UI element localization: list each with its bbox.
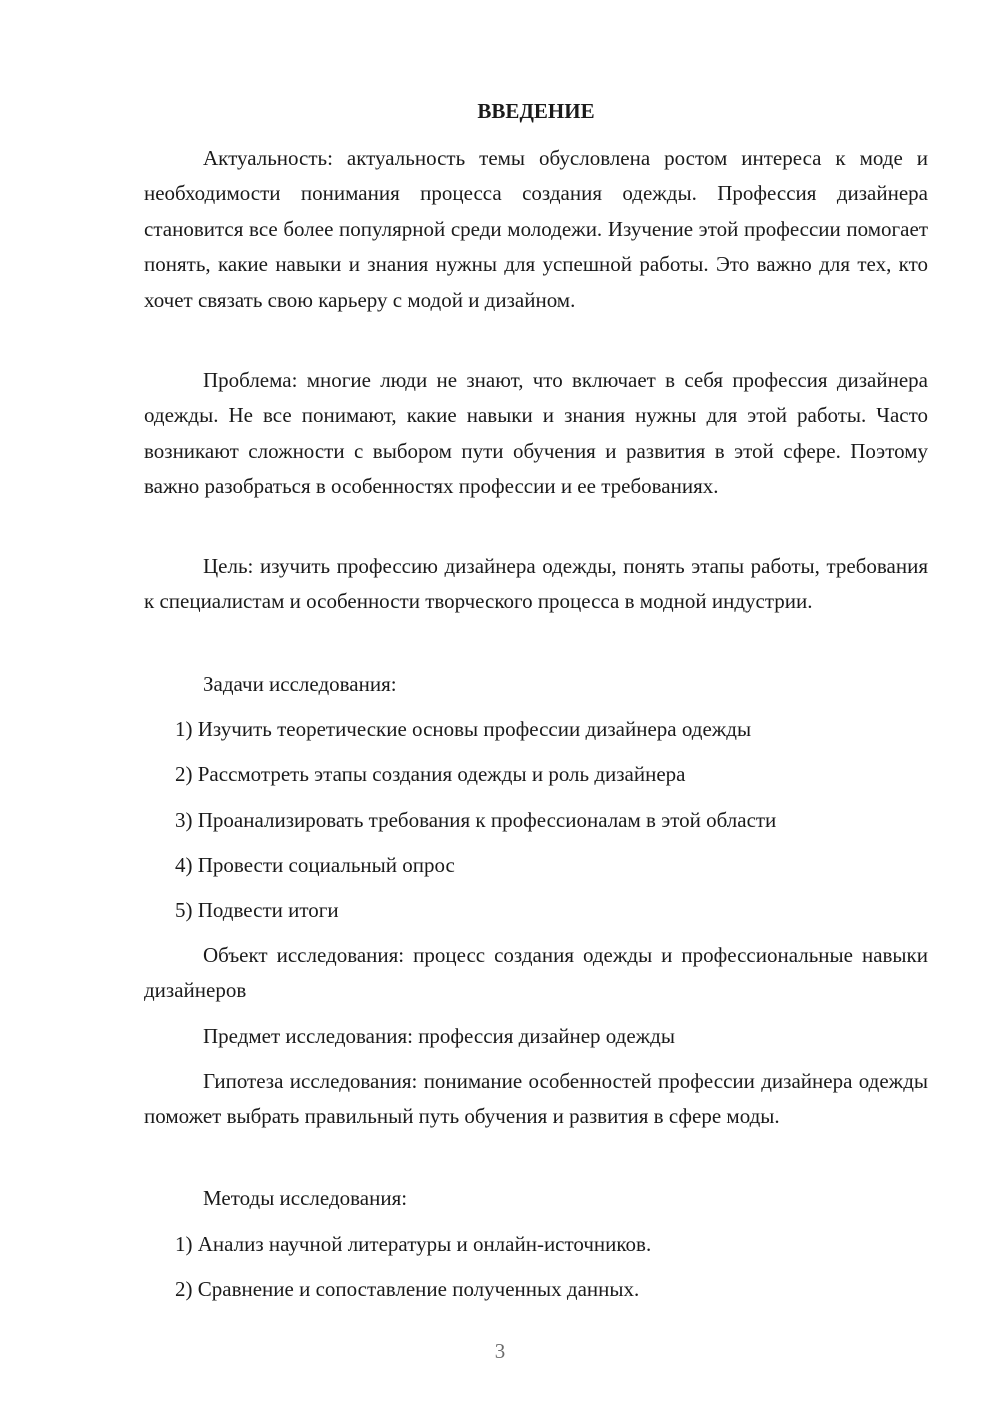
paragraph-hypothesis: Гипотеза исследования: понимание особенностей профессии дизайнера одежды поможет выбрать правильный путь обучения и развития в сфере моды. <box>144 1069 928 1129</box>
paragraph-relevance: Актуальность: актуальность темы обусловлена ростом интереса к моде и необходимости понимания процесса создания одежды. Профессия дизайнера становится все более популярной среди молодежи. Изучение этой профессии помогает понять, какие навыки и знания нужны для успешной работы. Это важно для тех, кто хочет связать свою карьеру с модой и дизайном. <box>144 146 928 312</box>
task-item-4: 4) Провести социальный опрос <box>175 853 455 877</box>
paragraph-object: Объект исследования: процесс создания одежды и профессиональные навыки дизайнеров <box>144 943 928 1003</box>
task-item-2: 2) Рассмотреть этапы создания одежды и роль дизайнера <box>175 762 686 786</box>
task-item-5: 5) Подвести итоги <box>175 898 339 922</box>
method-item-2: 2) Сравнение и сопоставление полученных данных. <box>175 1277 640 1301</box>
methods-label: Методы исследования: <box>203 1186 408 1210</box>
paragraph-subject: Предмет исследования: профессия дизайнер одежды <box>203 1024 675 1048</box>
method-item-1: 1) Анализ научной литературы и онлайн-источников. <box>175 1232 652 1256</box>
page-number: 3 <box>494 1339 506 1363</box>
task-item-3: 3) Проанализировать требования к профессионалам в этой области <box>175 808 777 832</box>
paragraph-goal: Цель: изучить профессию дизайнера одежды, понять этапы работы, требования к специалистам и особенности творческого процесса в модной индустрии. <box>144 554 928 614</box>
paragraph-problem: Проблема: многие люди не знают, что включает в себя профессия дизайнера одежды. Не все понимают, какие навыки и знания нужны для этой работы. Часто возникают сложности с выбором пути обучения и развития в этой сфере. Поэтому важно разобраться в особенностях профессии и ее требованиях. <box>144 368 928 499</box>
task-item-1: 1) Изучить теоретические основы профессии дизайнера одежды <box>175 717 752 741</box>
section-heading: ВВЕДЕНИЕ <box>477 99 595 123</box>
tasks-label: Задачи исследования: <box>203 672 397 696</box>
